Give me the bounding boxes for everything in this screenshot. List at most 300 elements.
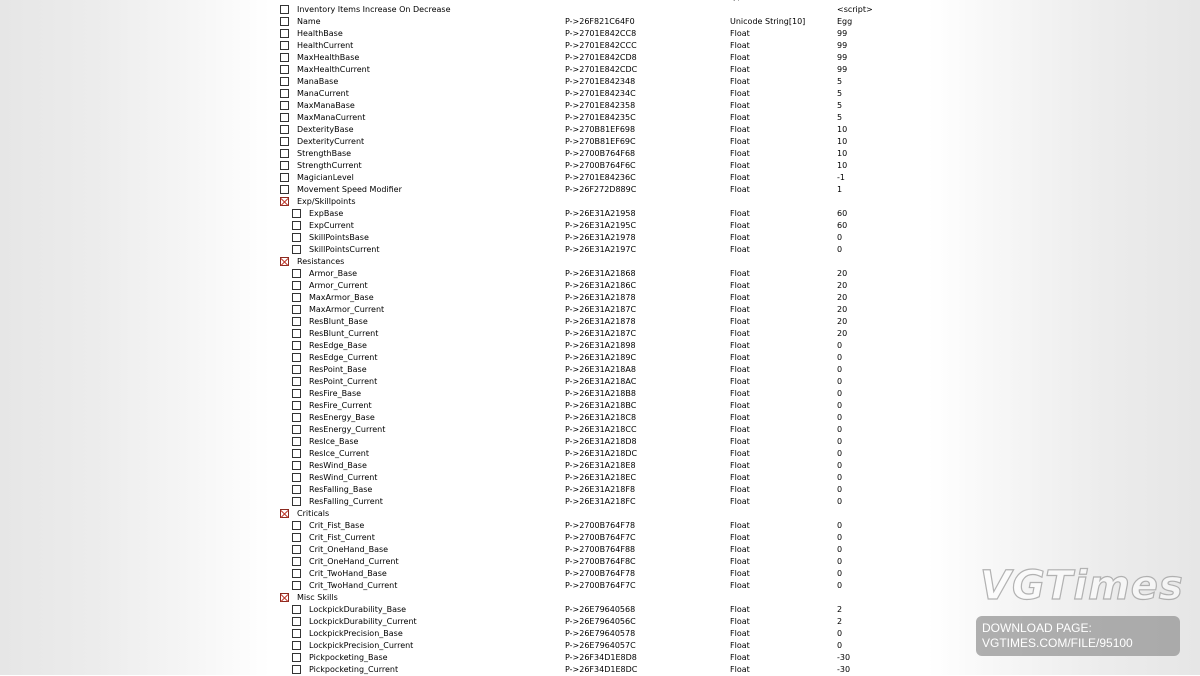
left-background <box>0 0 270 675</box>
row-type: Float <box>730 221 750 230</box>
activate-checkbox[interactable] <box>280 89 289 98</box>
table-row[interactable] <box>270 148 928 160</box>
row-address: P->26E31A2187C <box>565 329 637 338</box>
activate-checkbox[interactable] <box>292 569 301 578</box>
row-description: Resistances <box>297 257 345 266</box>
activate-checkbox[interactable] <box>292 437 301 446</box>
watermark-line-1: DOWNLOAD PAGE: <box>982 621 1092 635</box>
row-address: P->2701E84236C <box>565 173 636 182</box>
row-value: 5 <box>837 77 843 86</box>
row-address: P->2700B764F68 <box>565 149 636 158</box>
activate-checkbox[interactable] <box>280 65 289 74</box>
row-address: P->26E31A2195C <box>565 221 637 230</box>
row-value: 0 <box>837 365 843 374</box>
row-description: Crit_OneHand_Current <box>309 557 399 566</box>
row-address: P->26E31A21958 <box>565 209 636 218</box>
row-type: Unicode String[10] <box>730 17 806 26</box>
row-address: P->2701E84235C <box>565 113 636 122</box>
row-address: P->270B81EF69C <box>565 137 636 146</box>
row-value: -1 <box>837 173 845 182</box>
row-value: 0 <box>837 557 843 566</box>
row-address: P->2700B764F88 <box>565 545 636 554</box>
row-value: 0 <box>837 353 843 362</box>
activate-checkbox[interactable] <box>280 149 289 158</box>
activate-checkbox[interactable] <box>292 581 301 590</box>
activate-checkbox[interactable] <box>292 473 301 482</box>
row-description: MaxHealthCurrent <box>297 65 370 74</box>
activate-checkbox[interactable] <box>292 281 301 290</box>
table-row[interactable] <box>270 244 928 256</box>
row-address: P->26E31A2189C <box>565 353 637 362</box>
table-row[interactable] <box>270 16 928 28</box>
row-address: P->26F34D1E8DC <box>565 665 638 674</box>
activate-checkbox[interactable] <box>292 653 301 662</box>
table-row[interactable] <box>270 400 928 412</box>
row-address: P->26E31A218AC <box>565 377 637 386</box>
row-description: ResFire_Current <box>309 401 372 410</box>
activate-checkbox[interactable] <box>280 77 289 86</box>
row-address: P->2700B764F8C <box>565 557 636 566</box>
row-address: P->26E31A21898 <box>565 341 636 350</box>
row-description: Armor_Base <box>309 269 358 278</box>
row-description: Pickpocketing_Current <box>309 665 399 674</box>
row-value: 99 <box>837 65 848 74</box>
row-description: Inventory Items Increase On Decrease <box>297 5 451 14</box>
table-row[interactable] <box>270 640 928 652</box>
row-type: Float <box>730 305 750 314</box>
row-type: Float <box>730 557 750 566</box>
row-type: Float <box>730 581 750 590</box>
row-description: LockpickPrecision_Base <box>309 629 403 638</box>
row-type: Float <box>730 425 750 434</box>
table-row[interactable] <box>270 628 928 640</box>
row-address: P->2701E842CDC <box>565 65 638 74</box>
row-description: Crit_TwoHand_Current <box>309 581 398 590</box>
row-description: LockpickDurability_Base <box>309 605 407 614</box>
row-value: 99 <box>837 41 848 50</box>
row-address: P->26E79640568 <box>565 605 636 614</box>
row-description: Crit_TwoHand_Base <box>309 569 387 578</box>
row-address: P->26E31A2187C <box>565 305 637 314</box>
activate-checkbox[interactable] <box>292 413 301 422</box>
row-value: 0 <box>837 245 843 254</box>
row-description: ResEdge_Current <box>309 353 378 362</box>
table-row[interactable] <box>270 616 928 628</box>
row-value: 0 <box>837 629 843 638</box>
table-row[interactable] <box>270 280 928 292</box>
table-row[interactable] <box>270 100 928 112</box>
row-type: Float <box>730 617 750 626</box>
active-checkbox[interactable] <box>280 197 289 206</box>
table-row[interactable] <box>270 460 928 472</box>
row-type: Float <box>730 77 750 86</box>
row-value: 0 <box>837 581 843 590</box>
activate-checkbox[interactable] <box>292 629 301 638</box>
row-value: 2 <box>837 605 843 614</box>
activate-checkbox[interactable] <box>280 53 289 62</box>
row-value: 20 <box>837 329 848 338</box>
row-description: ResFalling_Base <box>309 485 373 494</box>
row-description: LockpickPrecision_Current <box>309 641 414 650</box>
row-description: ResBlunt_Current <box>309 329 379 338</box>
activate-checkbox[interactable] <box>292 545 301 554</box>
row-value: -30 <box>837 665 851 674</box>
row-value: 0 <box>837 389 843 398</box>
row-type: Float <box>730 365 750 374</box>
row-address: P->26E31A218D8 <box>565 437 637 446</box>
row-type: Float <box>730 209 750 218</box>
row-value: 0 <box>837 377 843 386</box>
activate-checkbox[interactable] <box>280 161 289 170</box>
activate-checkbox[interactable] <box>280 113 289 122</box>
header-type[interactable] <box>730 0 746 1</box>
table-row[interactable] <box>270 208 928 220</box>
row-address: P->26E31A218A8 <box>565 365 636 374</box>
row-address: P->2700B764F78 <box>565 569 636 578</box>
activate-checkbox[interactable] <box>292 329 301 338</box>
table-row[interactable] <box>270 52 928 64</box>
table-row[interactable] <box>270 328 928 340</box>
row-description: Exp/Skillpoints <box>297 197 356 206</box>
table-row[interactable] <box>270 508 928 520</box>
row-description: SkillPointsBase <box>309 233 369 242</box>
active-checkbox[interactable] <box>280 509 289 518</box>
table-row[interactable] <box>270 364 928 376</box>
table-row[interactable] <box>270 28 928 40</box>
activate-checkbox[interactable] <box>292 617 301 626</box>
row-description: MaxManaBase <box>297 101 355 110</box>
activate-checkbox[interactable] <box>292 605 301 614</box>
table-row[interactable] <box>270 160 928 172</box>
row-description: ResBlunt_Base <box>309 317 368 326</box>
activate-checkbox[interactable] <box>292 389 301 398</box>
table-row[interactable] <box>270 232 928 244</box>
row-type: Float <box>730 461 750 470</box>
table-row[interactable] <box>270 568 928 580</box>
row-type: Float <box>730 641 750 650</box>
table-row[interactable] <box>270 88 928 100</box>
table-row[interactable] <box>270 424 928 436</box>
row-address: P->26F34D1E8D8 <box>565 653 637 662</box>
table-row[interactable] <box>270 340 928 352</box>
vgtimes-logo: VGTimes <box>980 563 1184 609</box>
activate-checkbox[interactable] <box>292 365 301 374</box>
row-address: P->26E31A218BC <box>565 401 637 410</box>
row-address: P->26E79640578 <box>565 629 636 638</box>
row-description: StrengthCurrent <box>297 161 362 170</box>
row-address: P->26E31A21868 <box>565 269 636 278</box>
table-row[interactable] <box>270 4 928 16</box>
activate-checkbox[interactable] <box>292 269 301 278</box>
row-description: ResPoint_Current <box>309 377 378 386</box>
row-type: Float <box>730 437 750 446</box>
row-value: 2 <box>837 617 843 626</box>
row-type: Float <box>730 41 750 50</box>
active-checkbox[interactable] <box>280 593 289 602</box>
row-description: HealthBase <box>297 29 343 38</box>
activate-checkbox[interactable] <box>292 353 301 362</box>
row-description: ResFalling_Current <box>309 497 383 506</box>
table-row[interactable] <box>270 376 928 388</box>
row-type: Float <box>730 533 750 542</box>
row-value: 0 <box>837 569 843 578</box>
row-value: 0 <box>837 641 843 650</box>
row-type: Float <box>730 113 750 122</box>
row-value: 0 <box>837 449 843 458</box>
row-address: P->2701E842348 <box>565 77 636 86</box>
row-description: ResWind_Base <box>309 461 367 470</box>
table-row[interactable] <box>270 520 928 532</box>
table-row[interactable] <box>270 652 928 664</box>
row-value: 0 <box>837 521 843 530</box>
table-row[interactable] <box>270 544 928 556</box>
row-address: P->26E31A218FC <box>565 497 636 506</box>
row-description: DexterityBase <box>297 125 354 134</box>
row-value: 60 <box>837 209 848 218</box>
row-address: P->2700B764F7C <box>565 533 636 542</box>
table-row[interactable] <box>270 436 928 448</box>
row-type: Float <box>730 161 750 170</box>
activate-checkbox[interactable] <box>292 485 301 494</box>
row-description: HealthCurrent <box>297 41 354 50</box>
row-value: 5 <box>837 89 843 98</box>
table-row[interactable] <box>270 484 928 496</box>
row-type: Float <box>730 341 750 350</box>
row-address: P->26E31A218B8 <box>565 389 636 398</box>
row-value: 0 <box>837 233 843 242</box>
table-row[interactable] <box>270 196 928 208</box>
row-address: P->26E7964056C <box>565 617 636 626</box>
row-value: 0 <box>837 461 843 470</box>
row-type: Float <box>730 377 750 386</box>
header-address[interactable] <box>565 0 593 1</box>
row-address: P->26E31A218E8 <box>565 461 636 470</box>
activate-checkbox[interactable] <box>292 449 301 458</box>
row-description: ResEdge_Base <box>309 341 367 350</box>
row-description: Crit_OneHand_Base <box>309 545 389 554</box>
row-value: 60 <box>837 221 848 230</box>
table-row[interactable] <box>270 172 928 184</box>
row-type: Float <box>730 173 750 182</box>
activate-checkbox[interactable] <box>280 5 289 14</box>
row-type: Float <box>730 89 750 98</box>
activate-checkbox[interactable] <box>292 233 301 242</box>
activate-checkbox[interactable] <box>292 533 301 542</box>
row-address: P->26E31A21878 <box>565 293 636 302</box>
table-row[interactable] <box>270 316 928 328</box>
table-row[interactable] <box>270 64 928 76</box>
activate-checkbox[interactable] <box>280 137 289 146</box>
table-row[interactable] <box>270 220 928 232</box>
row-type: Float <box>730 53 750 62</box>
row-value: 20 <box>837 317 848 326</box>
row-description: ResWind_Current <box>309 473 378 482</box>
row-type: Float <box>730 269 750 278</box>
row-type: Float <box>730 353 750 362</box>
activate-checkbox[interactable] <box>292 401 301 410</box>
row-description: ResEnergy_Current <box>309 425 386 434</box>
table-row[interactable] <box>270 496 928 508</box>
row-description: Criticals <box>297 509 330 518</box>
row-type: Float <box>730 125 750 134</box>
row-description: ResPoint_Base <box>309 365 367 374</box>
activate-checkbox[interactable] <box>292 641 301 650</box>
table-row[interactable] <box>270 184 928 196</box>
row-address: P->26E31A21878 <box>565 317 636 326</box>
row-value: 0 <box>837 401 843 410</box>
row-type: Float <box>730 293 750 302</box>
activate-checkbox[interactable] <box>280 29 289 38</box>
row-value: Egg <box>837 17 853 26</box>
activate-checkbox[interactable] <box>292 221 301 230</box>
row-address: P->2701E842CC8 <box>565 29 637 38</box>
table-header <box>270 0 928 3</box>
row-type: Float <box>730 245 750 254</box>
activate-checkbox[interactable] <box>280 173 289 182</box>
row-description: MaxManaCurrent <box>297 113 366 122</box>
activate-checkbox[interactable] <box>292 665 301 674</box>
row-value: <script> <box>837 5 873 14</box>
row-value: 20 <box>837 269 848 278</box>
table-row[interactable] <box>270 40 928 52</box>
row-description: ResIce_Base <box>309 437 359 446</box>
row-type: Float <box>730 521 750 530</box>
row-value: 20 <box>837 281 848 290</box>
row-address: P->2701E842CCC <box>565 41 637 50</box>
table-row[interactable] <box>270 268 928 280</box>
row-type: Float <box>730 449 750 458</box>
row-description: Crit_Fist_Base <box>309 521 365 530</box>
row-address: P->2701E842CD8 <box>565 53 637 62</box>
row-type: Float <box>730 137 750 146</box>
active-checkbox[interactable] <box>280 257 289 266</box>
table-row[interactable] <box>270 292 928 304</box>
row-description: Misc Skills <box>297 593 338 602</box>
row-description: ManaCurrent <box>297 89 349 98</box>
row-type: Float <box>730 665 750 674</box>
table-row[interactable] <box>270 592 928 604</box>
row-address: P->26E31A218F8 <box>565 485 636 494</box>
row-type: Float <box>730 29 750 38</box>
row-type: Float <box>730 485 750 494</box>
activate-checkbox[interactable] <box>280 101 289 110</box>
table-row[interactable] <box>270 532 928 544</box>
row-description: MaxArmor_Base <box>309 293 374 302</box>
table-row[interactable] <box>270 136 928 148</box>
table-row[interactable] <box>270 604 928 616</box>
row-address: P->26E31A2186C <box>565 281 637 290</box>
row-type: Float <box>730 473 750 482</box>
row-description: LockpickDurability_Current <box>309 617 417 626</box>
table-row[interactable] <box>270 556 928 568</box>
table-row[interactable] <box>270 472 928 484</box>
activate-checkbox[interactable] <box>292 305 301 314</box>
row-address: P->270B81EF698 <box>565 125 636 134</box>
row-value: 20 <box>837 293 848 302</box>
activate-checkbox[interactable] <box>280 17 289 26</box>
row-type: Float <box>730 629 750 638</box>
row-address: P->2700B764F7C <box>565 581 636 590</box>
row-value: 0 <box>837 473 843 482</box>
activate-checkbox[interactable] <box>292 341 301 350</box>
table-row[interactable] <box>270 412 928 424</box>
header-value[interactable] <box>837 0 856 1</box>
row-type: Float <box>730 281 750 290</box>
row-type: Float <box>730 317 750 326</box>
table-row[interactable] <box>270 664 928 676</box>
row-type: Float <box>730 413 750 422</box>
row-type: Float <box>730 65 750 74</box>
table-row[interactable] <box>270 448 928 460</box>
table-row[interactable] <box>270 304 928 316</box>
table-row[interactable] <box>270 112 928 124</box>
table-row[interactable] <box>270 352 928 364</box>
row-value: 99 <box>837 53 848 62</box>
row-type: Float <box>730 545 750 554</box>
activate-checkbox[interactable] <box>292 497 301 506</box>
activate-checkbox[interactable] <box>280 125 289 134</box>
row-address: P->26E31A21978 <box>565 233 636 242</box>
row-address: P->26E31A218CC <box>565 425 637 434</box>
table-row[interactable] <box>270 580 928 592</box>
row-value: 5 <box>837 101 843 110</box>
activate-checkbox[interactable] <box>292 293 301 302</box>
row-address: P->26E31A2197C <box>565 245 637 254</box>
row-type: Float <box>730 101 750 110</box>
row-address: P->2700B764F78 <box>565 521 636 530</box>
watermark-line-2: VGTIMES.COM/FILE/95100 <box>982 636 1133 650</box>
table-row[interactable] <box>270 388 928 400</box>
row-description: MagicianLevel <box>297 173 354 182</box>
row-description: ExpBase <box>309 209 344 218</box>
activate-checkbox[interactable] <box>292 521 301 530</box>
row-description: ResFire_Base <box>309 389 362 398</box>
row-type: Float <box>730 569 750 578</box>
table-row[interactable] <box>270 256 928 268</box>
row-value: 20 <box>837 305 848 314</box>
download-watermark <box>976 616 1180 656</box>
row-description: Movement Speed Modifier <box>297 185 402 194</box>
row-description: Name <box>297 17 321 26</box>
activate-checkbox[interactable] <box>292 245 301 254</box>
table-row[interactable] <box>270 76 928 88</box>
activate-checkbox[interactable] <box>292 425 301 434</box>
row-type: Float <box>730 389 750 398</box>
row-address: P->26E31A218EC <box>565 473 637 482</box>
row-type: Float <box>730 653 750 662</box>
cheat-table <box>270 0 928 675</box>
row-address: P->2701E84234C <box>565 89 636 98</box>
row-value: 0 <box>837 341 843 350</box>
activate-checkbox[interactable] <box>280 41 289 50</box>
activate-checkbox[interactable] <box>292 377 301 386</box>
row-address: P->26E31A218C8 <box>565 413 637 422</box>
row-value: 10 <box>837 149 848 158</box>
row-value: 0 <box>837 425 843 434</box>
activate-checkbox[interactable] <box>292 317 301 326</box>
activate-checkbox[interactable] <box>280 185 289 194</box>
activate-checkbox[interactable] <box>292 557 301 566</box>
row-type: Float <box>730 329 750 338</box>
activate-checkbox[interactable] <box>292 209 301 218</box>
row-type: Float <box>730 401 750 410</box>
table-row[interactable] <box>270 124 928 136</box>
row-type: Float <box>730 497 750 506</box>
row-value: 10 <box>837 137 848 146</box>
activate-checkbox[interactable] <box>292 461 301 470</box>
row-value: 1 <box>837 185 843 194</box>
row-address: P->26E31A218DC <box>565 449 638 458</box>
